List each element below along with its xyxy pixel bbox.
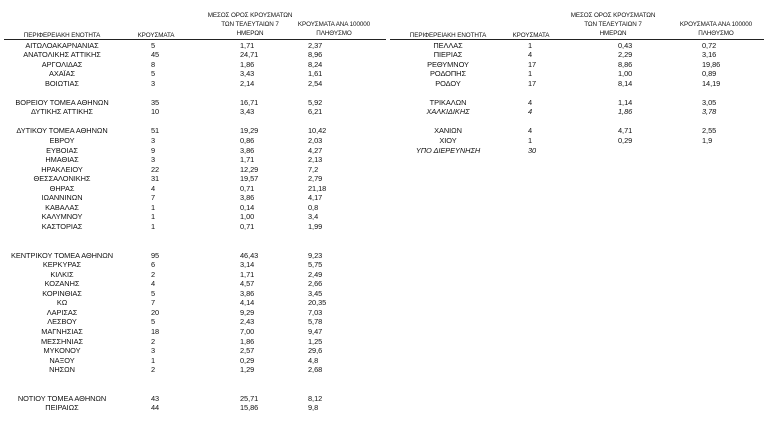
- left-cell-per100k: 2,79: [308, 174, 323, 184]
- left-cell-region: ΔΥΤΙΚΗΣ ΑΤΤΙΚΗΣ: [31, 107, 93, 117]
- left-cell-avg: 25,71: [240, 393, 259, 403]
- left-cell-cases: 4: [151, 279, 156, 289]
- right-cell-per100k: 3,16: [702, 50, 717, 60]
- left-cell-cases: 10: [151, 107, 160, 117]
- left-cell-per100k: 0,8: [308, 202, 319, 212]
- left-cell-per100k: 4,27: [308, 145, 323, 155]
- left-cell-per100k: 2,49: [308, 269, 323, 279]
- left-cell-avg: 4,57: [240, 279, 255, 289]
- left-cell-avg: 3,86: [240, 193, 255, 203]
- left-header-rule: [4, 39, 386, 40]
- left-cell-region: ΚΟΡΙΝΘΙΑΣ: [42, 288, 82, 298]
- left-cell-per100k: 20,35: [308, 298, 327, 308]
- left-cell-region: ΚΟΖΑΝΗΣ: [44, 279, 80, 289]
- right-cell-region: ΡΟΔΟΥ: [435, 78, 461, 88]
- left-cell-per100k: 2,13: [308, 155, 323, 165]
- left-cell-cases: 4: [151, 183, 156, 193]
- left-cell-avg: 24,71: [240, 50, 259, 60]
- left-cell-per100k: 10,42: [308, 126, 327, 136]
- left-cell-avg: 15,86: [240, 403, 259, 413]
- left-cell-per100k: 21,18: [308, 183, 327, 193]
- left-cell-avg: 0,29: [240, 355, 255, 365]
- left-cell-per100k: 2,03: [308, 136, 323, 145]
- left-cell-avg: 0,71: [240, 183, 255, 193]
- left-cell-per100k: 9,23: [308, 250, 323, 260]
- right-cell-avg: 4,71: [618, 126, 633, 136]
- left-cell-cases: 20: [151, 307, 160, 317]
- left-cell-per100k: 1,61: [308, 69, 323, 79]
- left-cell-avg: 1,71: [240, 269, 255, 279]
- left-cell-cases: 5: [151, 40, 156, 50]
- left-cell-per100k: 9,47: [308, 327, 323, 336]
- left-cell-region: ΛΑΡΙΣΑΣ: [46, 307, 78, 317]
- right-cell-region: ΧΑΛΚΙΔΙΚΗΣ: [426, 107, 470, 117]
- left-cell-cases: 2: [151, 336, 156, 346]
- left-cell-per100k: 7,03: [308, 307, 323, 317]
- left-cell-avg: 1,86: [240, 59, 255, 69]
- right-header-avg-line2: ΤΩΝ ΤΕΛΕΥΤΑΙΩΝ 7: [584, 21, 642, 28]
- left-cell-per100k: 8,24: [308, 59, 323, 69]
- left-cell-avg: 0,86: [240, 136, 255, 145]
- left-header-region: ΠΕΡΙΦΕΡΕΙΑΚΗ ΕΝΟΤΗΤΑ: [23, 32, 101, 39]
- left-cell-cases: 3: [151, 155, 156, 165]
- right-cell-region: ΡΟΔΟΠΗΣ: [430, 69, 466, 79]
- right-cell-avg: 8,86: [618, 59, 633, 69]
- right-cell-per100k: 1,9: [702, 136, 713, 145]
- left-cell-region: ΠΕΙΡΑΙΩΣ: [45, 403, 79, 413]
- right-cell-per100k: 0,72: [702, 40, 717, 50]
- left-cell-region: ΜΑΓΝΗΣΙΑΣ: [41, 327, 83, 336]
- left-cell-cases: 1: [151, 202, 156, 212]
- right-cell-per100k: 3,05: [702, 97, 717, 107]
- left-cell-per100k: 8,96: [308, 50, 323, 60]
- left-cell-per100k: 2,68: [308, 365, 323, 375]
- right-cell-per100k: 2,55: [702, 126, 717, 136]
- left-cell-per100k: 6,21: [308, 107, 323, 117]
- left-cell-avg: 3,86: [240, 145, 255, 155]
- left-cell-region: ΚΕΝΤΡΙΚΟΥ ΤΟΜΕΑ ΑΘΗΝΩΝ: [11, 250, 113, 260]
- left-cell-per100k: 9,8: [308, 403, 319, 413]
- left-cell-per100k: 7,2: [308, 164, 319, 174]
- right-cell-cases: 4: [528, 107, 533, 117]
- left-cell-region: ΗΡΑΚΛΕΙΟΥ: [41, 164, 83, 174]
- left-header-per100k-line1: ΚΡΟΥΣΜΑΤΑ ΑΝΑ 100000: [297, 21, 371, 28]
- right-cell-cases: 1: [528, 136, 533, 145]
- right-cell-cases: 1: [528, 69, 533, 79]
- right-cell-cases: 4: [528, 126, 533, 136]
- left-cell-avg: 3,43: [240, 69, 255, 79]
- left-cell-per100k: 1,25: [308, 336, 323, 346]
- left-cell-avg: 1,86: [240, 336, 255, 346]
- right-cell-region: ΧΑΝΙΩΝ: [434, 126, 462, 136]
- left-cell-cases: 8: [151, 59, 156, 69]
- left-cell-region: ΑΙΤΩΛΟΑΚΑΡΝΑΝΙΑΣ: [25, 40, 99, 50]
- right-cell-per100k: 0,89: [702, 69, 717, 79]
- left-cell-cases: 6: [151, 260, 156, 270]
- left-cell-region: ΙΩΑΝΝΙΝΩΝ: [41, 193, 83, 203]
- left-cell-per100k: 5,75: [308, 260, 323, 270]
- right-header-rule: [390, 39, 764, 40]
- left-cell-cases: 31: [151, 174, 160, 184]
- left-cell-avg: 7,00: [240, 327, 255, 336]
- left-cell-avg: 12,29: [240, 164, 259, 174]
- right-cell-cases: 4: [528, 97, 533, 107]
- left-cell-cases: 7: [151, 298, 156, 308]
- left-cell-per100k: 3,45: [308, 288, 323, 298]
- left-header-avg-line2: ΤΩΝ ΤΕΛΕΥΤΑΙΩΝ 7: [221, 21, 279, 28]
- left-cell-per100k: 1,99: [308, 221, 323, 231]
- left-cell-per100k: 5,78: [308, 317, 323, 327]
- right-cell-per100k: 3,78: [702, 107, 717, 117]
- left-cell-region: ΔΥΤΙΚΟΥ ΤΟΜΕΑ ΑΘΗΝΩΝ: [16, 126, 108, 136]
- right-cell-avg: 0,43: [618, 40, 633, 50]
- left-cell-region: ΚΕΡΚΥΡΑΣ: [42, 260, 82, 270]
- right-cell-cases: 30: [528, 145, 537, 155]
- left-cell-region: ΚΙΛΚΙΣ: [50, 269, 74, 279]
- right-cell-per100k: 19,86: [702, 59, 721, 69]
- left-cell-avg: 16,71: [240, 97, 259, 107]
- left-cell-cases: 1: [151, 212, 156, 222]
- right-cell-region: ΡΕΘΥΜΝΟΥ: [427, 59, 469, 69]
- left-cell-region: ΑΧΑΪΑΣ: [48, 69, 76, 79]
- left-cell-avg: 2,43: [240, 317, 255, 327]
- left-cell-cases: 95: [151, 250, 160, 260]
- left-cell-region: ΝΑΞΟΥ: [49, 355, 75, 365]
- left-cell-cases: 5: [151, 69, 156, 79]
- left-cell-cases: 9: [151, 145, 156, 155]
- left-cell-avg: 2,57: [240, 346, 255, 356]
- right-cell-avg: 1,86: [618, 107, 633, 117]
- left-cell-region: ΘΗΡΑΣ: [49, 183, 75, 193]
- left-cell-cases: 7: [151, 193, 156, 203]
- left-cell-avg: 1,00: [240, 212, 255, 222]
- left-cell-cases: 3: [151, 346, 156, 356]
- left-cell-avg: 3,86: [240, 288, 255, 298]
- left-cell-region: ΑΡΓΟΛΙΔΑΣ: [41, 59, 83, 69]
- left-cell-cases: 2: [151, 269, 156, 279]
- left-cell-region: ΚΩ: [56, 298, 68, 308]
- left-cell-per100k: 2,66: [308, 279, 323, 289]
- left-cell-cases: 3: [151, 78, 156, 88]
- right-header-per100k-line2: ΠΛΗΘΥΣΜΟ: [698, 30, 734, 37]
- left-header-per100k-line2: ΠΛΗΘΥΣΜΟ: [316, 30, 352, 37]
- left-cell-avg: 19,29: [240, 126, 259, 136]
- left-cell-region: ΛΕΣΒΟΥ: [47, 317, 77, 327]
- left-cell-avg: 0,14: [240, 202, 255, 212]
- left-cell-avg: 1,29: [240, 365, 255, 375]
- right-header-region: ΠΕΡΙΦΕΡΕΙΑΚΗ ΕΝΟΤΗΤΑ: [409, 32, 487, 39]
- left-cell-cases: 1: [151, 221, 156, 231]
- left-cell-cases: 3: [151, 136, 156, 145]
- left-cell-region: ΗΜΑΘΙΑΣ: [45, 155, 79, 165]
- left-cell-per100k: 3,4: [308, 212, 319, 222]
- right-cell-region: ΧΙΟΥ: [439, 136, 457, 145]
- right-header-per100k-line1: ΚΡΟΥΣΜΑΤΑ ΑΝΑ 100000: [679, 21, 753, 28]
- left-cell-region: ΑΝΑΤΟΛΙΚΗΣ ΑΤΤΙΚΗΣ: [23, 50, 101, 60]
- left-cell-region: ΘΕΣΣΑΛΟΝΙΚΗΣ: [33, 174, 91, 184]
- left-cell-region: ΕΥΒΟΙΑΣ: [46, 145, 78, 155]
- left-cell-cases: 2: [151, 365, 156, 375]
- left-cell-per100k: 2,37: [308, 40, 323, 50]
- right-cell-avg: 1,00: [618, 69, 633, 79]
- left-cell-avg: 3,14: [240, 260, 255, 270]
- right-cell-avg: 8,14: [618, 78, 633, 88]
- left-cell-cases: 45: [151, 50, 160, 60]
- left-cell-per100k: 4,17: [308, 193, 323, 203]
- right-cell-cases: 4: [528, 50, 533, 60]
- left-cell-cases: 35: [151, 97, 160, 107]
- left-cell-region: ΒΟΡΕΙΟΥ ΤΟΜΕΑ ΑΘΗΝΩΝ: [15, 97, 109, 107]
- right-cell-region: ΥΠΟ ΔΙΕΡΕΥΝΗΣΗ: [415, 145, 481, 155]
- left-cell-cases: 5: [151, 317, 156, 327]
- left-cell-region: ΚΑΒΑΛΑΣ: [45, 202, 79, 212]
- left-cell-cases: 44: [151, 403, 160, 413]
- left-cell-avg: 1,71: [240, 40, 255, 50]
- left-header-avg-line3: ΗΜΕΡΩΝ: [236, 30, 264, 37]
- right-header-cases: ΚΡΟΥΣΜΑΤΑ: [512, 32, 550, 39]
- right-cell-cases: 17: [528, 59, 537, 69]
- right-cell-region: ΠΙΕΡΙΑΣ: [433, 50, 463, 60]
- left-cell-region: ΜΥΚΟΝΟΥ: [43, 346, 81, 356]
- left-cell-avg: 1,71: [240, 155, 255, 165]
- left-cell-cases: 43: [151, 393, 160, 403]
- right-cell-region: ΤΡΙΚΑΛΩΝ: [429, 97, 467, 107]
- right-cell-cases: 17: [528, 78, 537, 88]
- right-cell-avg: 1,14: [618, 97, 633, 107]
- right-header-avg-line1: ΜΕΣΟΣ ΟΡΟΣ ΚΡΟΥΣΜΑΤΩΝ: [570, 12, 656, 19]
- left-cell-avg: 9,29: [240, 307, 255, 317]
- left-cell-avg: 46,43: [240, 250, 259, 260]
- left-cell-cases: 5: [151, 288, 156, 298]
- left-cell-per100k: 4,8: [308, 355, 319, 365]
- right-header-avg-line3: ΗΜΕΡΩΝ: [599, 30, 627, 37]
- right-cell-cases: 1: [528, 40, 533, 50]
- left-cell-region: ΝΗΣΩΝ: [49, 365, 75, 375]
- left-cell-region: ΒΟΙΩΤΙΑΣ: [45, 78, 79, 88]
- left-cell-cases: 1: [151, 355, 156, 365]
- left-cell-avg: 19,57: [240, 174, 259, 184]
- left-cell-avg: 2,14: [240, 78, 255, 88]
- left-cell-region: ΚΑΛΥΜΝΟΥ: [41, 212, 83, 222]
- left-cell-per100k: 2,54: [308, 78, 323, 88]
- left-cell-per100k: 29,6: [308, 346, 323, 356]
- left-cell-per100k: 5,92: [308, 97, 323, 107]
- left-cell-region: ΕΒΡΟΥ: [49, 136, 75, 145]
- left-cell-cases: 22: [151, 164, 160, 174]
- right-cell-avg: 0,29: [618, 136, 633, 145]
- right-cell-avg: 2,29: [618, 50, 633, 60]
- left-cell-per100k: 8,12: [308, 393, 323, 403]
- left-cell-cases: 18: [151, 327, 160, 336]
- left-cell-avg: 4,14: [240, 298, 255, 308]
- left-cell-region: ΝΟΤΙΟΥ ΤΟΜΕΑ ΑΘΗΝΩΝ: [17, 393, 107, 403]
- left-header-cases: ΚΡΟΥΣΜΑΤΑ: [137, 32, 175, 39]
- left-cell-region: ΚΑΣΤΟΡΙΑΣ: [41, 221, 83, 231]
- left-header-avg-line1: ΜΕΣΟΣ ΟΡΟΣ ΚΡΟΥΣΜΑΤΩΝ: [207, 12, 293, 19]
- right-cell-per100k: 14,19: [702, 78, 721, 88]
- left-cell-cases: 51: [151, 126, 160, 136]
- left-cell-avg: 0,71: [240, 221, 255, 231]
- left-cell-region: ΜΕΣΣΗΝΙΑΣ: [41, 336, 83, 346]
- left-cell-avg: 3,43: [240, 107, 255, 117]
- right-cell-region: ΠΕΛΛΑΣ: [433, 40, 463, 50]
